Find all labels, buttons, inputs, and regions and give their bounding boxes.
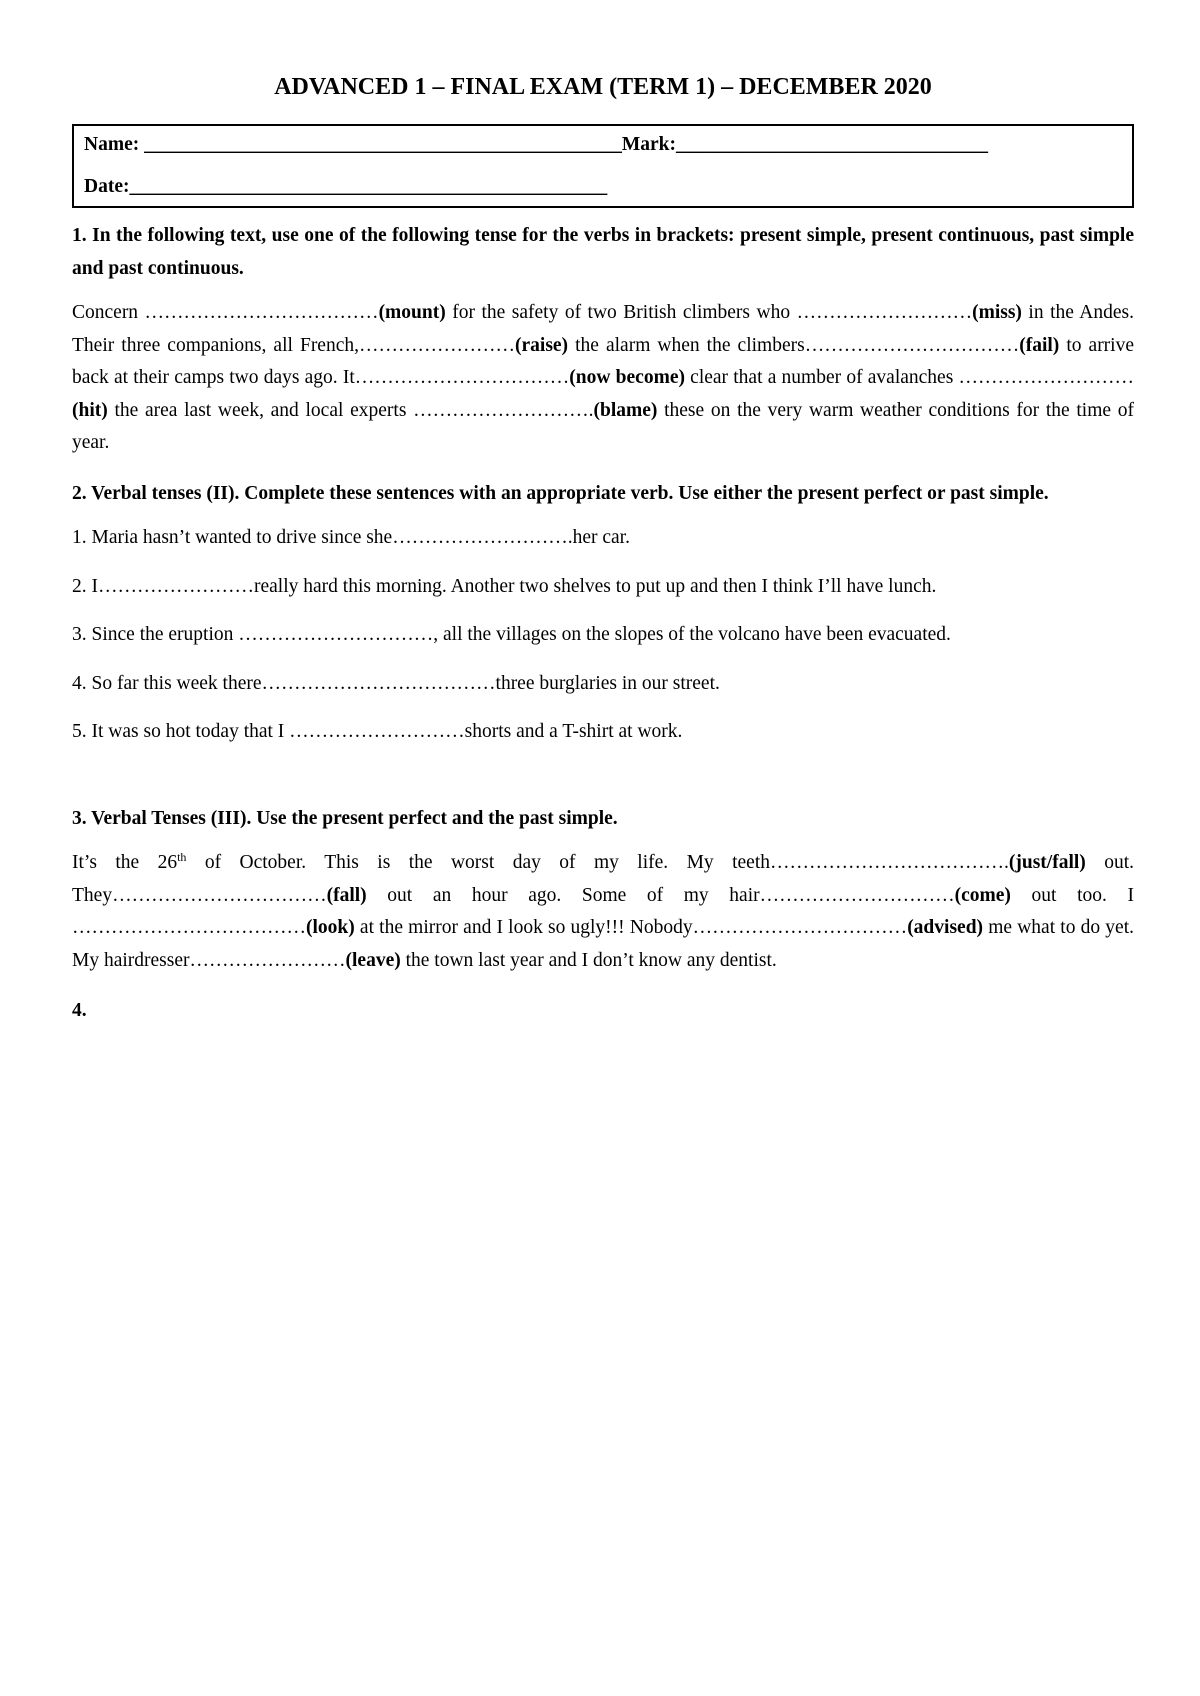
section-1-text-part: Concern ……………………………… (72, 302, 379, 323)
section-2-item-4: 4. So far this week there………………………………three burglaries in our street. (72, 672, 720, 694)
verb-prompt: (fail) (1019, 334, 1060, 356)
section-3-heading: 3. Verbal Tenses (III). Use the present perfect and the past simple. (72, 807, 618, 829)
section-1-text-part: in the Andes. Their three companions, all French,…………………… (72, 302, 1135, 356)
section-1-heading: 1. In the following text, use one of the following tense for the verbs in brackets: present simple, present continuous, past simple and past continuous. (72, 225, 1134, 279)
section-1-text-part: the alarm when the climbers…………………………… (568, 334, 1020, 356)
mark-field[interactable]: ________________________________ (676, 134, 989, 155)
verb-prompt: (now become) (569, 367, 685, 388)
name-field[interactable]: _________________________________________________ (139, 134, 622, 155)
section-3-text-part: the town last year and I don’t know any dentist. (400, 949, 777, 971)
date-label: Date: (84, 176, 130, 197)
verb-prompt: (advised) (907, 917, 984, 938)
verb-prompt: (just/fall) (1008, 852, 1086, 873)
name-mark-row (84, 128, 1122, 162)
section-3-text-part: It’s the 26 (72, 852, 178, 873)
date-field[interactable]: _________________________________________________ (129, 176, 608, 197)
section-4-heading: 4. (72, 1000, 87, 1021)
verb-prompt: (hit) (72, 399, 108, 421)
section-2-item-1: 1. Maria hasn’t wanted to drive since she……………………….her car. (72, 527, 630, 548)
exam-title: ADVANCED 1 – FINAL EXAM (TERM 1) – DECEMBER 2020 (274, 74, 932, 100)
section-1-text-part: these on the very warm weather conditions for the time of year. (72, 399, 1134, 453)
student-info-box (72, 124, 1134, 208)
verb-prompt: (blame) (593, 399, 658, 421)
section-1-text-part: for the safety of two British climbers who ……………………… (445, 302, 973, 323)
section-2-item-2: 2. I……………………really hard this morning. Another two shelves to put up and then I think I’ll have lunch. (72, 575, 937, 597)
section-spacer (72, 765, 1134, 803)
name-label: Name: (84, 134, 140, 155)
section-3-text-part: me what to do yet. My hairdresser…………………… (72, 917, 1135, 971)
verb-prompt: (come) (954, 884, 1011, 906)
section-2-item-5: 5. It was so hot today that I ………………………shorts and a T-shirt at work. (72, 721, 683, 742)
section-2-heading: 2. Verbal tenses (II). Complete these sentences with an appropriate verb. Use either the present perfect or past simple. (72, 482, 1049, 504)
section-3-text-part: of October. This is the worst day of my life. My teeth………………………………. (186, 852, 1009, 873)
section-3-text-part: out an hour ago. Some of my hair………………………… (366, 884, 955, 906)
verb-prompt: (look) (306, 917, 355, 938)
ordinal-suffix: th (177, 850, 187, 864)
section-1-text-part: the area last week, and local experts ………………………. (107, 399, 594, 421)
verb-prompt: (fall) (326, 884, 367, 906)
verb-prompt: (raise) (515, 334, 569, 356)
section-2-item-3: 3. Since the eruption …………………………, all the villages on the slopes of the volcano have been evacuated. (72, 624, 951, 645)
section-3-text (72, 847, 1134, 977)
mark-label: Mark: (621, 134, 677, 155)
section-1-text-part: clear that a number of avalanches ……………………… (684, 367, 1134, 388)
verb-prompt: (mount) (378, 302, 446, 323)
section-1-text (72, 297, 1134, 460)
verb-prompt: (miss) (972, 302, 1022, 323)
date-row (84, 170, 1122, 204)
section-1-text-part: to arrive back at their camps two days ago. It…………………………… (72, 334, 1134, 388)
section-3-text-part: at the mirror and I look so ugly!!! Nobody…………………………… (354, 917, 908, 938)
verb-prompt: (leave) (345, 949, 401, 971)
section-3-text-part: out. They…………………………… (72, 852, 1134, 906)
section-3-text-part: out too. I ……………………………… (72, 884, 1134, 938)
